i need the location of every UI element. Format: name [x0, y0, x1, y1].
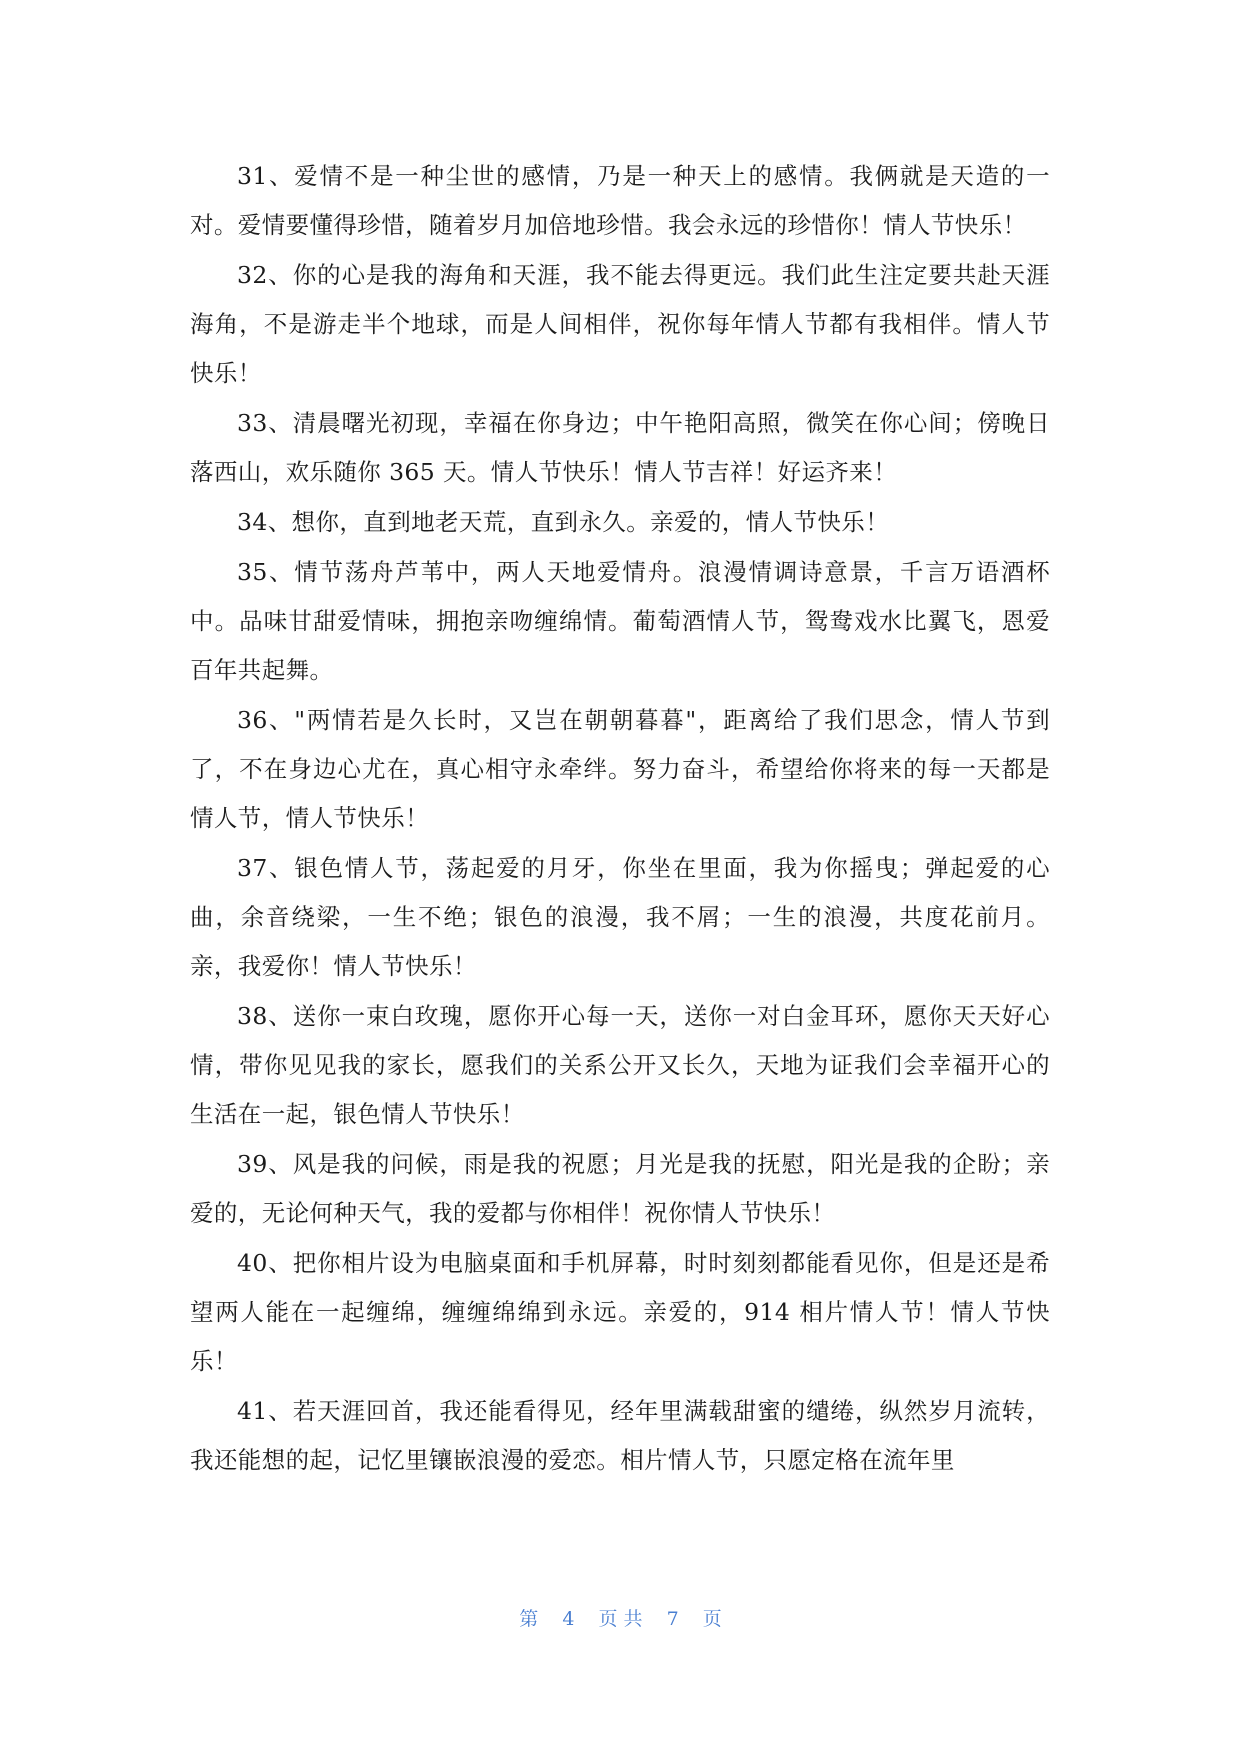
- footer-total-pages: 7: [666, 1608, 679, 1630]
- paragraph-39: 39、风是我的问候，雨是我的祝愿；月光是我的抚慰，阳光是我的企盼；亲爱的，无论何种天气，我的爱都与你相伴！祝你情人节快乐！: [190, 1150, 1050, 1227]
- paragraph-38: 38、送你一束白玫瑰，愿你开心每一天，送你一对白金耳环，愿你天天好心情，带你见见我的家长，愿我们的关系公开又长久，天地为证我们会幸福开心的生活在一起，银色情人节快乐！: [190, 1002, 1050, 1128]
- paragraph-34: 34、想你，直到地老天荒，直到永久。亲爱的，情人节快乐！: [237, 508, 890, 536]
- page-footer: [0, 1604, 1241, 1631]
- footer-suffix: 页: [702, 1608, 722, 1630]
- document-body: [190, 152, 1050, 1486]
- paragraph-37: 37、银色情人节，荡起爱的月牙，你坐在里面，我为你摇曳；弹起爱的心曲，余音绕梁，一生不绝；银色的浪漫，我不屑；一生的浪漫，共度花前月。亲，我爱你！情人节快乐！: [190, 854, 1050, 980]
- paragraph-33: 33、清晨曙光初现，幸福在你身边；中午艳阳高照，微笑在你心间；傍晚日落西山，欢乐随你 365 天。情人节快乐！情人节吉祥！好运齐来！: [190, 409, 1050, 486]
- paragraph-41: 41、若天涯回首，我还能看得见，经年里满载甜蜜的缱绻，纵然岁月流转，我还能想的起，记忆里镶嵌浪漫的爱恋。相片情人节，只愿定格在流年里: [190, 1397, 1050, 1474]
- paragraph-40: 40、把你相片设为电脑桌面和手机屏幕，时时刻刻都能看见你，但是还是希望两人能在一起缠绵，缠缠绵绵到永远。亲爱的，914 相片情人节！情人节快乐！: [190, 1249, 1050, 1375]
- footer-current-page: 4: [562, 1608, 575, 1630]
- footer-middle: 页 共: [598, 1608, 643, 1630]
- paragraph-36: 36、"两情若是久长时，又岂在朝朝暮暮"，距离给了我们思念，情人节到了，不在身边心尤在，真心相守永牵绊。努力奋斗，希望给你将来的每一天都是情人节，情人节快乐！: [190, 706, 1050, 832]
- paragraph-32: 32、你的心是我的海角和天涯，我不能去得更远。我们此生注定要共赴天涯海角，不是游走半个地球，而是人间相伴，祝你每年情人节都有我相伴。情人节快乐！: [190, 261, 1050, 387]
- paragraph-31: 31、爱情不是一种尘世的感情，乃是一种天上的感情。我俩就是天造的一对。爱情要懂得珍惜，随着岁月加倍地珍惜。我会永远的珍惜你！情人节快乐！: [190, 162, 1050, 239]
- footer-prefix: 第: [519, 1608, 539, 1630]
- paragraph-35: 35、情节荡舟芦苇中，两人天地爱情舟。浪漫情调诗意景，千言万语酒杯中。品味甘甜爱情味，拥抱亲吻缠绵情。葡萄酒情人节，鸳鸯戏水比翼飞，恩爱百年共起舞。: [190, 558, 1050, 684]
